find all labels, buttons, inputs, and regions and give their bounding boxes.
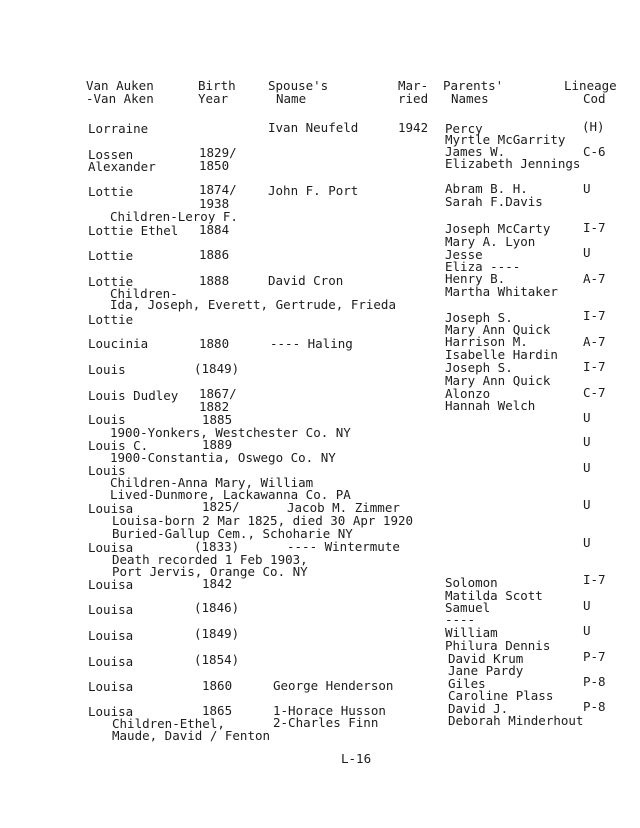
- record-text: U: [583, 623, 591, 638]
- record-text: 1-Horace Husson: [273, 703, 386, 718]
- record-text: 1942: [398, 120, 429, 135]
- record-text: 1900-Yonkers, Westchester Co. NY: [110, 425, 351, 440]
- record-text: Mary Ann Quick: [445, 373, 551, 388]
- record-text: Louisa: [88, 628, 134, 643]
- column-header-text: Name: [276, 91, 307, 106]
- column-header-text: Parents': [443, 78, 504, 93]
- record-text: Louisa-born 2 Mar 1825, died 30 Apr 1920: [112, 513, 414, 528]
- record-text: 1889: [202, 437, 233, 452]
- column-header-text: Spouse's: [268, 78, 329, 93]
- record-text: Solomon: [445, 575, 498, 590]
- record-text: Louisa: [88, 602, 134, 617]
- record-text: ---- Wintermute: [287, 539, 400, 554]
- record-text: Percy: [445, 121, 483, 136]
- record-text: I-7: [583, 308, 606, 323]
- record-text: William: [445, 625, 498, 640]
- record-text: John F. Port: [268, 183, 359, 198]
- record-text: Lottie: [88, 248, 134, 263]
- record-text: Louisa: [88, 540, 134, 555]
- record-text: A-7: [583, 334, 606, 349]
- column-header-text: Cod: [583, 91, 606, 106]
- record-text: 1842: [202, 576, 233, 591]
- column-header-text: -Van Aken: [86, 91, 154, 106]
- record-text: Giles: [448, 676, 486, 691]
- column-header-text: ried: [398, 91, 429, 106]
- column-header-text: Birth: [198, 78, 236, 93]
- record-text: U: [583, 535, 591, 550]
- record-text: Death recorded 1 Feb 1903,: [112, 552, 308, 567]
- record-text: Lorraine: [88, 121, 149, 136]
- record-text: Mary Ann Quick: [445, 322, 551, 337]
- record-text: Samuel: [445, 600, 491, 615]
- record-text: Eliza ----: [445, 259, 521, 274]
- record-text: 1938: [199, 196, 230, 211]
- record-text: Jacob M. Zimmer: [287, 500, 400, 515]
- record-text: Children-Leroy F.: [110, 209, 238, 224]
- record-text: P-8: [583, 699, 606, 714]
- record-text: 1825/: [202, 499, 240, 514]
- record-text: Lottie Ethel: [88, 223, 179, 238]
- record-text: U: [583, 598, 591, 613]
- record-text: David J.: [448, 701, 509, 716]
- record-text: Elizabeth Jennings: [445, 156, 581, 171]
- record-text: Abram B. H.: [445, 181, 528, 196]
- record-text: Harrison M.: [445, 334, 528, 349]
- record-text: 1888: [199, 273, 230, 288]
- record-text: U: [583, 410, 591, 425]
- record-text: I-7: [583, 572, 606, 587]
- record-text: Louis Dudley: [88, 388, 179, 403]
- record-text: (1849): [194, 626, 240, 641]
- record-text: Jane Pardy: [448, 663, 524, 678]
- record-text: Louis: [88, 463, 126, 478]
- record-text: Lottie: [88, 274, 134, 289]
- record-text: Joseph McCarty: [445, 221, 551, 236]
- record-text: Sarah F.Davis: [445, 194, 543, 209]
- record-text: Caroline Plass: [448, 688, 554, 703]
- record-text: Lossen: [88, 147, 134, 162]
- record-text: 1867/: [199, 386, 237, 401]
- record-text: I-7: [583, 359, 606, 374]
- record-text: (H): [582, 119, 605, 134]
- column-header-text: Year: [198, 91, 229, 106]
- record-text: Children-Ethel,: [112, 716, 225, 731]
- record-text: U: [583, 460, 591, 475]
- record-text: 1885: [202, 412, 233, 427]
- record-text: David Krum: [448, 651, 524, 666]
- record-text: Buried-Gallup Cem., Schoharie NY: [112, 526, 353, 541]
- record-text: I-7: [583, 220, 606, 235]
- record-text: U: [583, 181, 591, 196]
- record-text: Louis C.: [88, 438, 149, 453]
- record-text: 1886: [199, 247, 230, 262]
- record-text: Lottie: [88, 184, 134, 199]
- record-text: 1884: [199, 222, 230, 237]
- record-text: Ivan Neufeld: [268, 120, 359, 135]
- column-header-text: Mar-: [398, 78, 429, 93]
- record-text: Isabelle Hardin: [445, 347, 558, 362]
- record-text: 1882: [199, 399, 230, 414]
- column-header-text: Names: [451, 91, 489, 106]
- record-text: C-7: [583, 385, 606, 400]
- record-text: U: [583, 497, 591, 512]
- record-text: Louis: [88, 412, 126, 427]
- record-text: Louisa: [88, 704, 134, 719]
- record-text: Myrtle McGarrity: [445, 132, 566, 147]
- record-text: Loucinia: [88, 336, 149, 351]
- record-text: Jesse: [445, 247, 483, 262]
- record-text: David Cron: [268, 273, 344, 288]
- record-text: ----: [445, 612, 476, 627]
- record-text: 1829/: [199, 145, 237, 160]
- record-text: Henry B.: [445, 271, 506, 286]
- record-text: Children-: [110, 286, 178, 301]
- page-number: L-16: [341, 751, 372, 766]
- record-text: (1854): [194, 652, 240, 667]
- record-text: Louis: [88, 362, 126, 377]
- column-header-text: Lineage: [564, 78, 617, 93]
- record-text: Ida, Joseph, Everett, Gertrude, Frieda: [110, 297, 396, 312]
- record-text: 1865: [202, 703, 233, 718]
- record-text: Children-Anna Mary, William: [110, 475, 314, 490]
- record-text: C-6: [583, 144, 606, 159]
- record-text: Louisa: [88, 654, 134, 669]
- record-text: (1849): [194, 361, 240, 376]
- record-text: Matilda Scott: [445, 588, 543, 603]
- record-text: Joseph S.: [445, 360, 513, 375]
- record-text: Alexander: [88, 159, 156, 174]
- record-text: 1874/: [199, 182, 237, 197]
- record-text: Lottie: [88, 312, 134, 327]
- record-text: Hannah Welch: [445, 398, 536, 413]
- record-text: Deborah Minderhout: [448, 713, 584, 728]
- record-text: 1860: [202, 678, 233, 693]
- record-text: Martha Whitaker: [445, 284, 558, 299]
- record-text: Port Jervis, Orange Co. NY: [112, 564, 308, 579]
- record-text: Louisa: [88, 577, 134, 592]
- record-text: Lived-Dunmore, Lackawanna Co. PA: [110, 487, 351, 502]
- record-text: Philura Dennis: [445, 638, 551, 653]
- column-header-text: Van Auken: [86, 78, 154, 93]
- record-text: A-7: [583, 271, 606, 286]
- record-text: Maude, David / Fenton: [112, 728, 271, 743]
- record-text: Mary A. Lyon: [445, 234, 536, 249]
- record-text: 1850: [199, 158, 230, 173]
- record-text: George Henderson: [273, 678, 394, 693]
- record-text: P-7: [583, 649, 606, 664]
- record-text: Louisa: [88, 679, 134, 694]
- record-text: Louisa: [88, 501, 134, 516]
- record-text: James W.: [445, 144, 506, 159]
- record-text: 2-Charles Finn: [273, 715, 379, 730]
- record-text: 1880: [199, 336, 230, 351]
- record-text: 1900-Constantia, Oswego Co. NY: [110, 450, 336, 465]
- record-text: Alonzo: [445, 386, 491, 401]
- record-text: U: [583, 434, 591, 449]
- record-text: (1846): [194, 600, 240, 615]
- record-text: U: [583, 245, 591, 260]
- record-text: (1833): [194, 539, 240, 554]
- record-text: P-8: [583, 674, 606, 689]
- record-text: Joseph S.: [445, 310, 513, 325]
- record-text: ---- Haling: [270, 336, 353, 351]
